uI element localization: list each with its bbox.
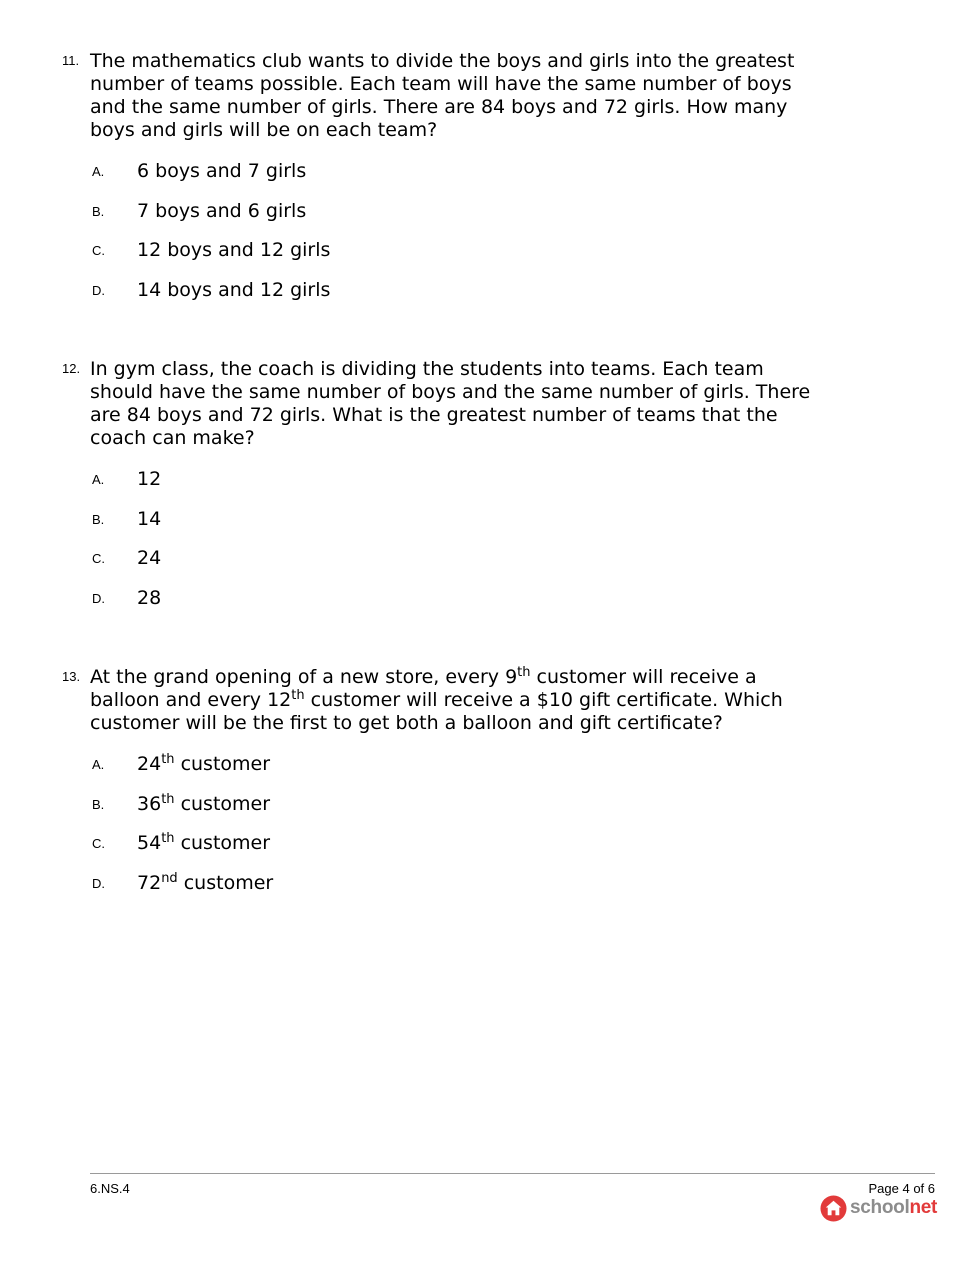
logo-text-school: school (850, 1197, 910, 1218)
answer-options (62, 468, 822, 630)
standard-code: 6.NS.4 (90, 1181, 130, 1196)
question-12 (62, 358, 822, 630)
option-label: C. (92, 551, 105, 566)
answer-option-a[interactable] (62, 468, 822, 512)
option-text: 12 boys and 12 girls (137, 239, 331, 261)
footer-divider (90, 1173, 935, 1174)
option-label: A. (92, 164, 105, 179)
option-text: 24 (137, 547, 162, 569)
ordinal-suffix: th (517, 665, 531, 680)
answer-options (62, 752, 822, 915)
option-number: 72 (137, 871, 162, 894)
option-text: 14 (137, 507, 162, 530)
house-icon (820, 1195, 847, 1222)
question-text-part: customer will receive a balloon and every 12 (90, 666, 757, 711)
option-label: A. (92, 757, 105, 772)
option-label: D. (92, 590, 105, 606)
option-text (137, 753, 270, 776)
answer-option-a[interactable] (62, 160, 822, 204)
ordinal-suffix: th (161, 791, 175, 807)
answer-option-d[interactable] (62, 586, 822, 631)
answer-option-a[interactable] (62, 752, 822, 797)
answer-option-c[interactable] (62, 547, 822, 591)
question-text: In gym class, the coach is dividing the students into teams. Each team should have the same number of boys and the same number of girls. There are 84 boys and 72 girls. What is the greatest number of teams that the coach can make? (90, 358, 811, 449)
question-text (90, 666, 822, 735)
ordinal-suffix: nd (161, 870, 178, 886)
option-text: 12 (137, 468, 162, 490)
question-number: 11. (62, 53, 80, 68)
schoolnet-logo (820, 1194, 937, 1222)
option-text: 7 boys and 6 girls (137, 199, 307, 222)
answer-option-d[interactable] (62, 870, 822, 916)
option-text (137, 832, 270, 855)
option-text (137, 872, 273, 895)
answer-option-b[interactable] (62, 199, 822, 244)
option-rest: customer (177, 871, 274, 894)
answer-option-b[interactable] (62, 791, 822, 837)
option-text: 14 boys and 12 girls (137, 278, 331, 301)
option-label: B. (92, 511, 105, 527)
question-number: 12. (62, 361, 81, 376)
option-text: 6 boys and 7 girls (137, 160, 307, 182)
option-rest: customer (174, 753, 271, 775)
option-label: D. (92, 282, 105, 298)
ordinal-suffix: th (161, 752, 175, 767)
ordinal-suffix: th (161, 831, 175, 846)
answer-option-d[interactable] (62, 278, 822, 323)
option-rest: customer (174, 832, 271, 854)
question-11 (62, 50, 822, 322)
question-text-part: customer will receive a $10 gift certificate. Which customer will be the first to get both a balloon and gift certificate? (90, 689, 783, 734)
logo-text (850, 1197, 937, 1219)
question-text-part: At the grand opening of a new store, every 9 (90, 666, 518, 688)
option-rest: customer (174, 792, 271, 815)
question-number: 13. (62, 669, 81, 684)
option-label: B. (92, 203, 105, 219)
option-number: 24 (137, 753, 162, 775)
option-label: C. (92, 243, 105, 258)
answer-options (62, 160, 822, 322)
answer-option-c[interactable] (62, 239, 822, 283)
page-number: Page 4 of 6 (868, 1181, 935, 1196)
answer-option-b[interactable] (62, 507, 822, 552)
option-text (137, 793, 270, 816)
option-label: B. (92, 796, 105, 812)
option-text: 28 (137, 586, 162, 609)
option-label: D. (92, 875, 105, 891)
question-13 (62, 666, 822, 915)
option-number: 54 (137, 832, 162, 854)
option-label: A. (92, 472, 105, 487)
question-text: The mathematics club wants to divide the boys and girls into the greatest number of teams possible. Each team will have the same number of boys and the same number of girls. There are 84 boys and 72 girls. How many boys and girls will be on each team? (90, 50, 795, 141)
ordinal-suffix: th (291, 688, 305, 703)
option-number: 36 (137, 792, 162, 815)
logo-text-net: net (909, 1197, 938, 1218)
option-label: C. (92, 836, 105, 851)
